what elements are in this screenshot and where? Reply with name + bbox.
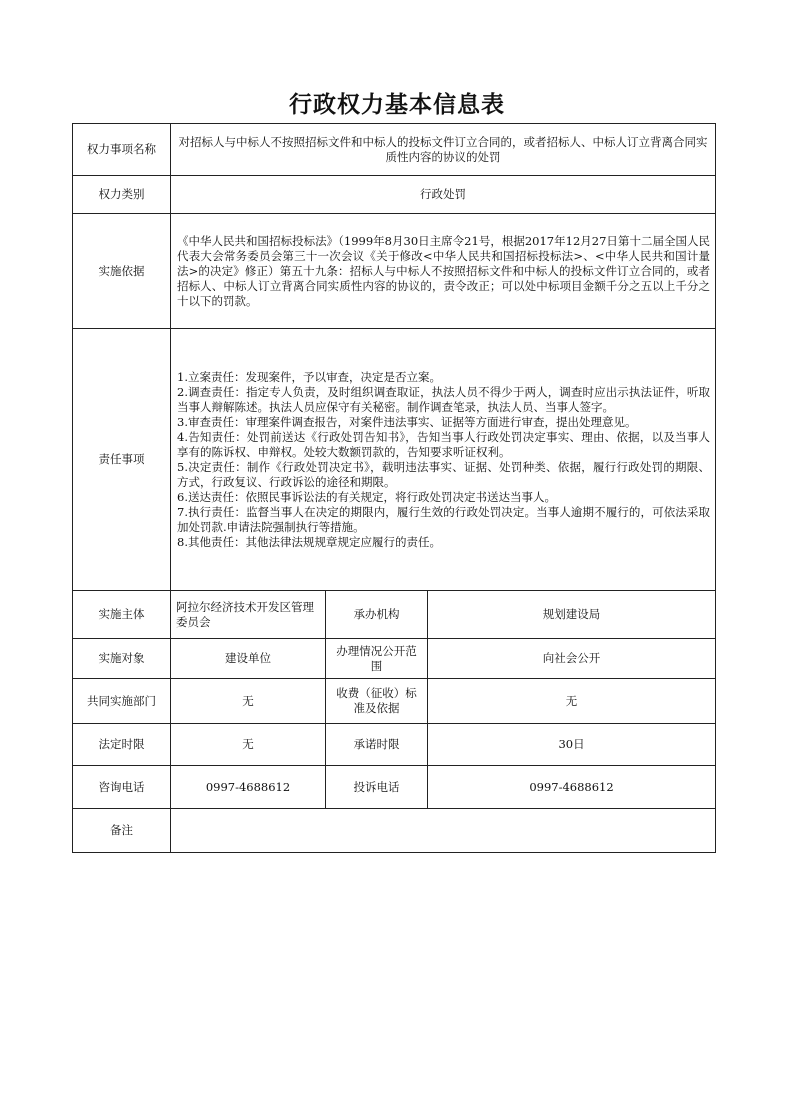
value-legal-time: 无 xyxy=(171,724,326,766)
label-consult-phone: 咨询电话 xyxy=(73,766,171,809)
label-legal-time: 法定时限 xyxy=(73,724,171,766)
value-promise-time: 30日 xyxy=(428,724,716,766)
responsibility-item: 7.执行责任：监督当事人在决定的期限内，履行生效的行政处罚决定。当事人逾期不履行的，可依法采取加处罚款.申请法院强制执行等措施。 xyxy=(177,504,711,534)
row-power-category xyxy=(73,176,716,214)
value-complaint-phone: 0997-4688612 xyxy=(428,766,716,809)
page-title: 行政权力基本信息表 xyxy=(289,92,505,118)
label-basis: 实施依据 xyxy=(73,214,171,329)
row-dept xyxy=(73,679,716,724)
responsibility-item: 6.送达责任：依照民事诉讼法的有关规定，将行政处罚决定书送达当事人。 xyxy=(177,489,556,504)
label-disclosure-scope: 办理情况公开范围 xyxy=(326,639,428,679)
label-joint-dept: 共同实施部门 xyxy=(73,679,171,724)
label-complaint-phone: 投诉电话 xyxy=(326,766,428,809)
value-power-category: 行政处罚 xyxy=(171,176,716,214)
label-handling-agency: 承办机构 xyxy=(326,591,428,639)
value-handling-agency: 规划建设局 xyxy=(428,591,716,639)
label-promise-time: 承诺时限 xyxy=(326,724,428,766)
label-fee-standard: 收费（征收）标准及依据 xyxy=(326,679,428,724)
row-power-name xyxy=(73,124,716,176)
info-table xyxy=(72,123,716,853)
label-subject: 实施主体 xyxy=(73,591,171,639)
value-responsibility xyxy=(171,329,716,591)
responsibility-item: 2.调查责任：指定专人负责，及时组织调查取证，执法人员不得少于两人，调查时应出示执法证件，听取当事人辩解陈述。执法人员应保守有关秘密。制作调查笔录，执法人员、当事人签字。 xyxy=(177,384,711,414)
label-target: 实施对象 xyxy=(73,639,171,679)
value-power-name: 对招标人与中标人不按照招标文件和中标人的投标文件订立合同的，或者招标人、中标人订立背离合同实质性内容的协议的处罚 xyxy=(171,124,716,176)
label-power-category: 权力类别 xyxy=(73,176,171,214)
label-power-name: 权力事项名称 xyxy=(73,124,171,176)
value-joint-dept: 无 xyxy=(171,679,326,724)
label-responsibility: 责任事项 xyxy=(73,329,171,591)
row-basis xyxy=(73,214,716,329)
row-responsibility xyxy=(73,329,716,591)
row-remark xyxy=(73,809,716,853)
responsibility-item: 8.其他责任：其他法律法规规章规定应履行的责任。 xyxy=(177,534,441,549)
row-phone xyxy=(73,766,716,809)
responsibility-item: 1.立案责任：发现案件，予以审查，决定是否立案。 xyxy=(177,369,441,384)
responsibility-item: 4.告知责任：处罚前送达《行政处罚告知书》，告知当事人行政处罚决定事实、理由、依据，以及当事人享有的陈诉权、申辩权。处较大数额罚款的，告知要求听证权利。 xyxy=(177,429,711,459)
value-consult-phone: 0997-4688612 xyxy=(171,766,326,809)
value-remark xyxy=(171,809,716,853)
value-disclosure-scope: 向社会公开 xyxy=(428,639,716,679)
responsibility-item: 5.决定责任：制作《行政处罚决定书》，载明违法事实、证据、处罚种类、依据，履行行政处罚的期限、方式，行政复议、行政诉讼的途径和期限。 xyxy=(177,459,711,489)
value-target: 建设单位 xyxy=(171,639,326,679)
row-target xyxy=(73,639,716,679)
value-subject: 阿拉尔经济技术开发区管理委员会 xyxy=(171,591,326,639)
value-fee-standard: 无 xyxy=(428,679,716,724)
value-basis: 《中华人民共和国招标投标法》（1999年8月30日主席令21号，根据2017年12月27日第十二届全国人民代表大会常务委员会第三十一次会议《关于修改<中华人民共和国招标投标法>、<中华人民共和国计量法>的决定》修正）第五十九条：招标人与中标人不按照招标文件和中标人的投标文件订立合同的，或者招标人、中标人订立背离合同实质性内容的协议的，责令改正；可以处中标项目金额千分之五以上千分之十以下的罚款。 xyxy=(171,214,716,329)
label-remark: 备注 xyxy=(73,809,171,853)
row-time xyxy=(73,724,716,766)
responsibility-item: 3.审查责任：审理案件调查报告，对案件违法事实、证据等方面进行审查，提出处理意见。 xyxy=(177,414,637,429)
row-subject xyxy=(73,591,716,639)
